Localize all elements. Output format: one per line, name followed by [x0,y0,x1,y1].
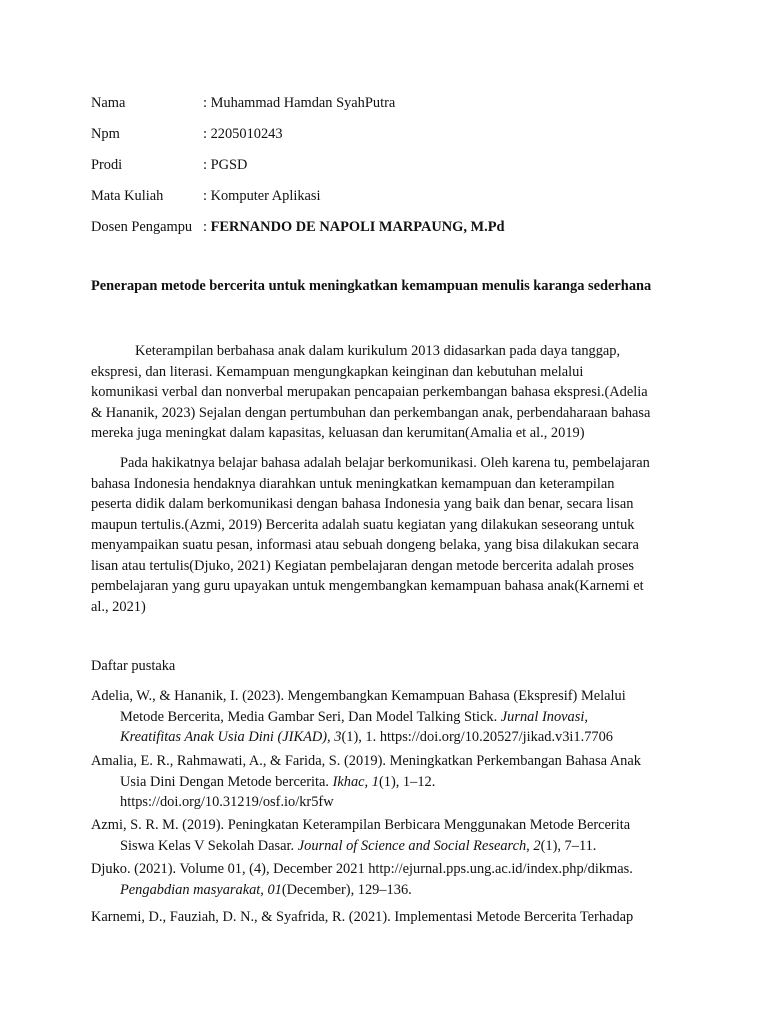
info-label: Mata Kuliah [91,188,164,204]
paragraph-line: maupun tertulis.(Azmi, 2019) Bercerita adalah suatu kegiatan yang dilakukan seseorang untuk [91,516,635,533]
reference-line [91,880,691,901]
reference-journal: Kreatifitas Anak Usia Dini (JIKAD), 3 [120,729,342,745]
info-value: : 2205010243 [203,126,283,142]
info-label: Dosen Pengampu [91,219,193,235]
reference-item [91,859,691,900]
reference-text: Siswa Kelas V Sekolah Dasar. [120,837,298,854]
info-row-dosen [91,217,505,237]
paragraph-line: komunikasi verbal dan nonverbal merupakan pencapaian perkembangan bahasa ekspresi.(Adelia [91,384,648,400]
info-row-npm [91,124,283,144]
info-label: Nama [91,95,126,111]
paragraph-line: bahasa Indonesia hendaknya diarahkan untuk meningkatkan kemampuan dan keterampilan [91,475,615,492]
reference-line [91,707,691,728]
reference-text: (1), 1. https://doi.org/10.20527/jikad.v3i1.7706 [341,729,614,745]
paragraph-line: menyampaikan suatu pesan, informasi atau sebuah dongeng belaka, yang bisa dilakukan secara [91,537,639,553]
reference-text: (1), 1–12. [378,773,436,790]
reference-line [91,772,691,793]
info-value: : Komputer Aplikasi [203,188,321,204]
reference-item [91,907,691,928]
info-label: Npm [91,126,120,142]
reference-line: Djuko. (2021). Volume 01, (4), December 2021 http://ejurnal.pps.ung.ac.id/index.php/dikmas. [91,861,633,877]
info-label: Prodi [91,157,123,173]
info-value-prefix: : [203,219,211,235]
reference-journal: Jurnal Inovasi, [500,708,588,725]
reference-text: Usia Dini Dengan Metode bercerita. [120,773,333,790]
paragraph-line: Keterampilan berbahasa anak dalam kurikulum 2013 didasarkan pada daya tanggap, [135,343,621,359]
references-heading: Daftar pustaka [91,658,176,674]
info-value: : PGSD [203,157,248,173]
document-title: Penerapan metode bercerita untuk meningkatkan kemampuan menulis karanga sederhana [91,278,652,294]
reference-line [91,836,691,857]
reference-text: (1), 7–11. [540,837,597,854]
paragraph-2 [91,453,681,617]
reference-line: Karnemi, D., Fauziah, D. N., & Syafrida, R. (2021). Implementasi Metode Bercerita Terhadap [91,909,634,925]
reference-line [91,727,691,748]
reference-text: Metode Bercerita, Media Gambar Seri, Dan Model Talking Stick. [120,708,501,725]
paragraph-line: al., 2021) [91,598,146,615]
paragraph-line: mereka juga meningkat dalam kapasitas, keluasan dan kerumitan(Amalia et al., 2019) [91,425,585,441]
paragraph-line: Pada hakikatnya belajar bahasa adalah belajar berkomunikasi. Oleh karena tu, pembelajaran [120,455,650,471]
paragraph-line: peserta didik dalam berkomunikasi dengan bahasa Indonesia yang baik dan benar, secara lisan [91,496,634,512]
info-row-nama [91,93,395,113]
reference-line: Amalia, E. R., Rahmawati, A., & Farida, S. (2019). Meningkatkan Perkembangan Bahasa Anak [91,753,641,769]
reference-journal: Pengabdian masyarakat, 01 [120,881,282,898]
paragraph-line: pembelajaran yang guru upayakan untuk mengembangkan kemampuan bahasa anak(Karnemi et [91,578,644,594]
reference-item [91,686,691,748]
reference-item [91,815,691,856]
paragraph-1 [91,341,681,444]
info-row-mata-kuliah [91,186,321,206]
reference-item [91,751,691,813]
reference-text: (December), 129–136. [281,881,412,898]
paragraph-line: lisan atau tertulis(Djuko, 2021) Kegiatan pembelajaran dengan metode bercerita adalah proses [91,557,635,574]
reference-journal: Journal of Science and Social Research, 2 [297,837,541,854]
reference-line: https://doi.org/10.31219/osf.io/kr5fw [120,794,334,810]
info-value: FERNANDO DE NAPOLI MARPAUNG, M.Pd [210,219,505,235]
paragraph-line: & Hananik, 2023) Sejalan dengan pertumbuhan dan perkembangan anak, perbendaharaan bahasa [91,404,651,421]
reference-journal: Ikhac, 1 [332,773,379,790]
reference-line: Adelia, W., & Hananik, I. (2023). Mengembangkan Kemampuan Bahasa (Ekspresif) Melalui [91,688,626,704]
info-row-prodi [91,155,247,175]
reference-line: Azmi, S. R. M. (2019). Peningkatan Keterampilan Berbicara Menggunakan Metode Bercerita [91,817,631,833]
info-value: : Muhammad Hamdan SyahPutra [203,95,396,111]
paragraph-line: ekspresi, dan literasi. Kemampuan mengungkapkan keinginan dan kebutuhan melalui [91,363,584,380]
